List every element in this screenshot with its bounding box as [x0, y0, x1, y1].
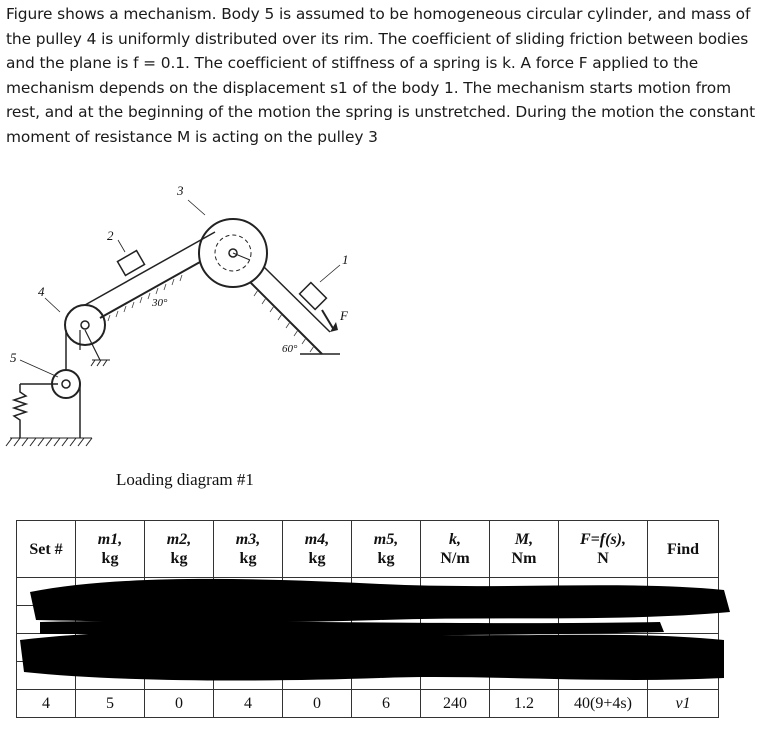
- cell-k: 240: [421, 690, 490, 718]
- cell-m4: 0: [283, 690, 352, 718]
- table-row-obscured: [17, 634, 719, 662]
- label-body-1: 1: [342, 252, 349, 267]
- cell-find: v1: [648, 690, 719, 718]
- header-find: Find: [648, 521, 719, 578]
- diagram-caption: Loading diagram #1: [116, 470, 254, 489]
- header-force: F=f(s), N: [559, 521, 648, 578]
- header-m3: m3, kg: [214, 521, 283, 578]
- header-m5: m5, kg: [352, 521, 421, 578]
- label-body-3: 3: [177, 183, 184, 198]
- table-row-obscured: [17, 662, 719, 690]
- label-angle-30: 30°: [152, 297, 168, 309]
- label-body-5: 5: [10, 350, 17, 365]
- table-header-row: [17, 521, 719, 578]
- table-row-obscured: [17, 606, 719, 634]
- table-row: [17, 690, 719, 718]
- cell-m3: 4: [214, 690, 283, 718]
- cell-force: 40(9+4s): [559, 690, 648, 718]
- cell-set: 4: [17, 690, 76, 718]
- header-moment: M, Nm: [490, 521, 559, 578]
- label-force: F: [340, 308, 348, 323]
- incline-left: [100, 262, 200, 318]
- cell-m2: 0: [145, 690, 214, 718]
- cell-m5: 6: [352, 690, 421, 718]
- cell-m1: 5: [76, 690, 145, 718]
- spring: [14, 384, 26, 438]
- problem-statement: Figure shows a mechanism. Body 5 is assumed to be homogeneous circular cylinder, and mass of the pulley 4 is uniformly distributed over its rim. The coefficient of sliding friction between bodies and the plane is f = 0.1. The coefficient of stiffness of a spring is k. A force F applied to the mechanism depends on the displacement s1 of the body 1. The mechanism starts motion from rest, and at the beginning of the motion the spring is unstretched. During the motion the constant moment of resistance M is acting on the pulley 3: [6, 5, 756, 146]
- label-body-2: 2: [107, 228, 114, 243]
- header-m4: m4, kg: [283, 521, 352, 578]
- mechanism-diagram: [0, 170, 380, 470]
- body-2: [117, 251, 144, 276]
- table-row-obscured: [17, 578, 719, 606]
- header-set: Set #: [17, 521, 76, 578]
- label-angle-60: 60°: [282, 343, 298, 355]
- header-m1: m1, kg: [76, 521, 145, 578]
- header-m2: m2, kg: [145, 521, 214, 578]
- data-table: [16, 520, 719, 718]
- ground-hatch: [6, 438, 92, 446]
- header-k: k, N/m: [421, 521, 490, 578]
- label-body-4: 4: [38, 284, 45, 299]
- cell-moment: 1.2: [490, 690, 559, 718]
